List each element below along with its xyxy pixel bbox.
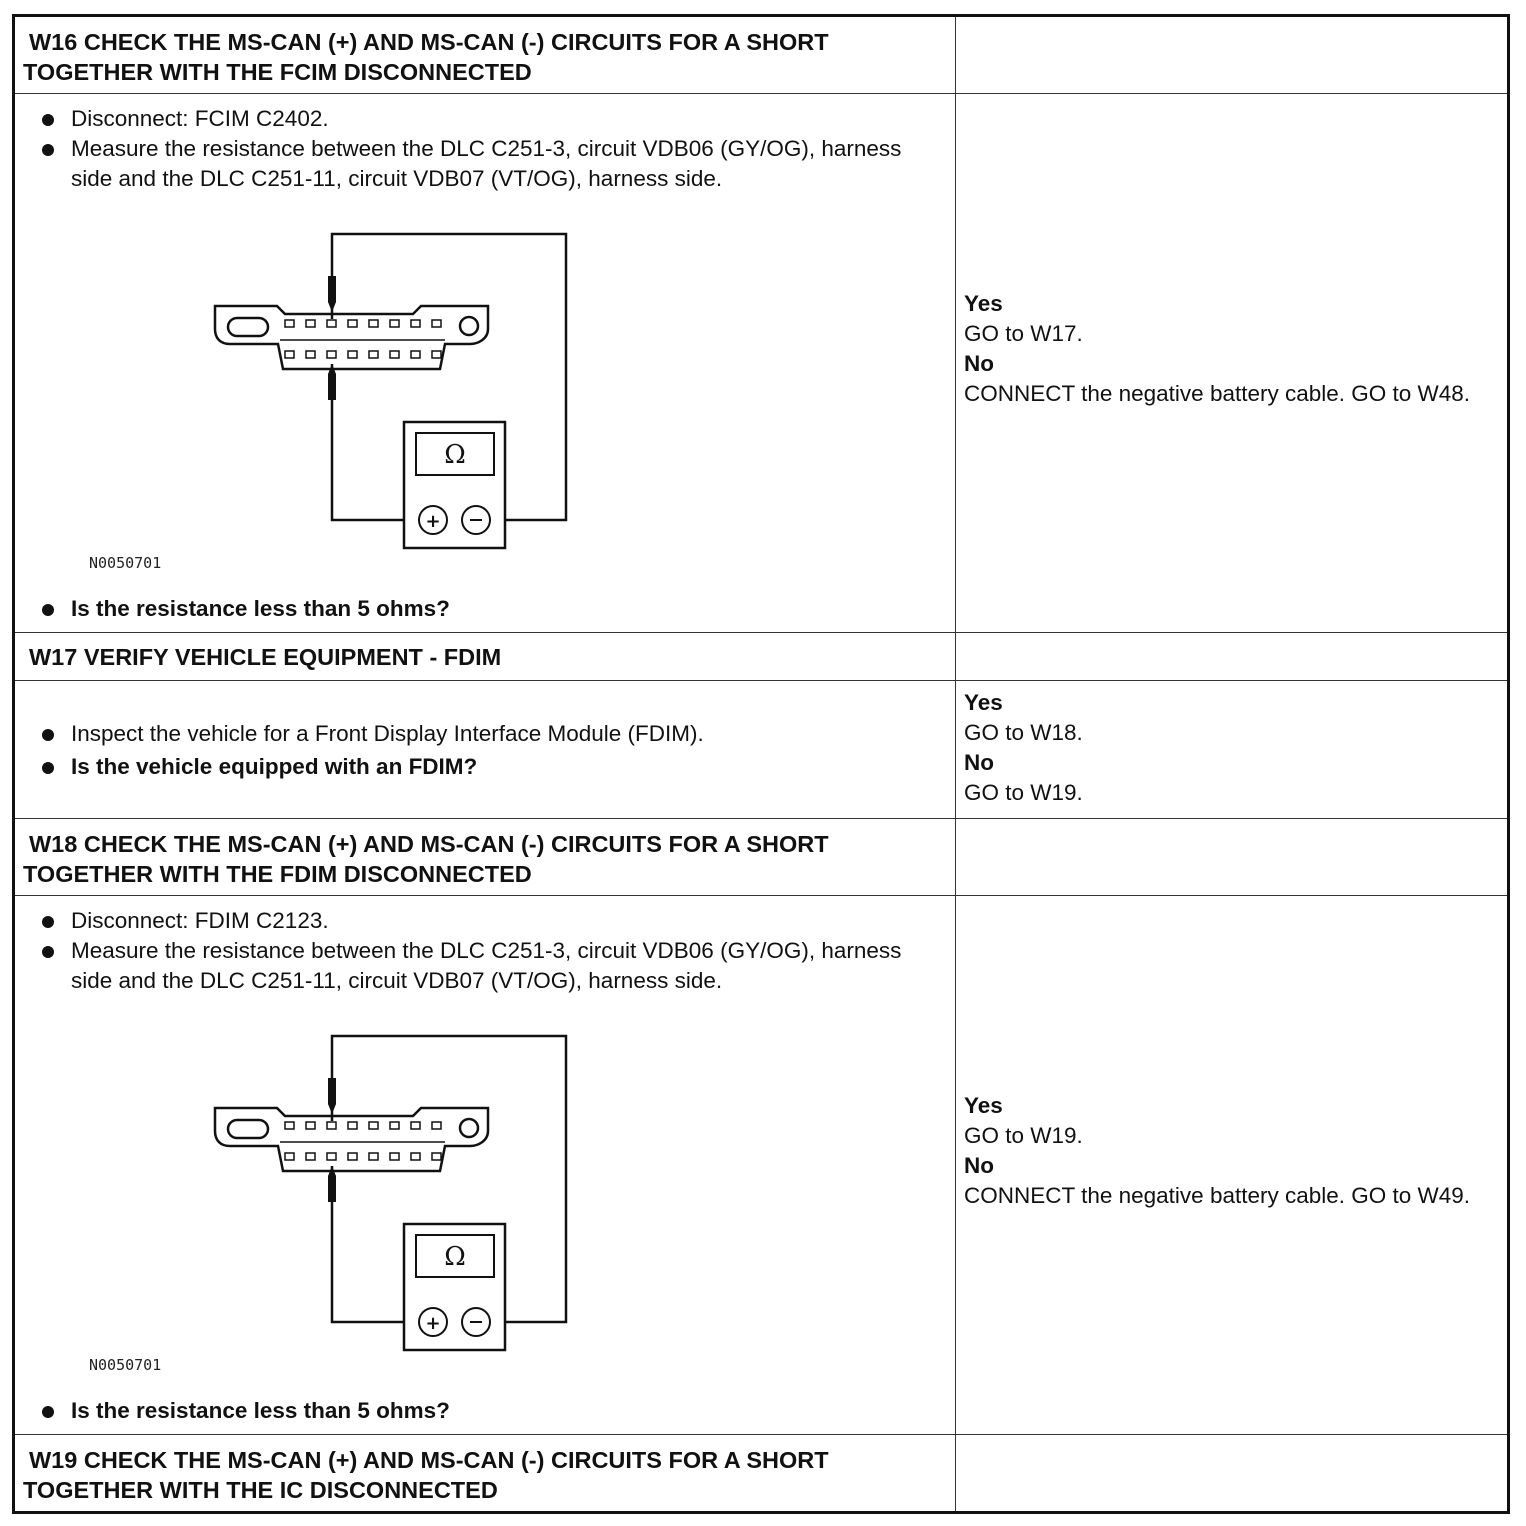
step-w17-no-text: GO to W19. [964,780,1083,805]
step-w18-no-label: No [964,1153,994,1178]
dlc-meter-diagram [15,194,957,594]
step-w18-no-text: CONNECT the negative battery cable. GO to W49. [964,1183,1471,1208]
step-w16-header-row [14,16,1509,94]
step-w17-answers [956,681,1509,819]
probe-tip-top [328,1078,336,1104]
ohm-symbol: Ω [444,440,466,470]
step-w16-bullet-1: Disconnect: FCIM C2402. [15,104,955,134]
step-w16-no-label: No [964,351,994,376]
step-w17-no-label: No [964,750,994,775]
step-w16-header-answer-cell [956,16,1509,94]
dlc-meter-diagram [15,996,957,1396]
step-w18-figure-id: N0050701 [89,1356,162,1374]
step-w17-yes-label: Yes [964,690,1003,715]
step-w17-title-text: W17 VERIFY VEHICLE EQUIPMENT - FDIM [29,644,502,670]
step-w16-figure-id: N0050701 [89,554,162,572]
connector-slot [228,318,268,336]
step-w18-bullet-1: Disconnect: FDIM C2123. [15,906,955,936]
step-w17-yes-text: GO to W18. [964,720,1083,745]
step-w16-figure [15,194,955,594]
dlc-connector [215,1108,488,1171]
step-w18-yes-text: GO to W19. [964,1123,1083,1148]
step-w19-header-answer-cell [956,1435,1509,1513]
step-w17-header-answer-cell [956,633,1509,681]
step-w16-yes-text: GO to W17. [964,321,1083,346]
plus-terminal: + [425,511,441,532]
step-w16-answers [956,94,1509,633]
step-w18-body [14,896,956,1435]
step-w17-header-row [14,633,1509,681]
connector-hole [460,317,478,335]
step-w18-yes-label: Yes [964,1093,1003,1118]
step-w18-question: Is the resistance less than 5 ohms? [15,1396,955,1426]
step-w16-yes-label: Yes [964,291,1003,316]
dlc-connector [215,306,488,369]
step-w16-no-text: CONNECT the negative battery cable. GO to W48. [964,381,1471,406]
step-w18-header-answer-cell [956,819,1509,896]
step-w17-title [14,633,956,681]
connector-slot [228,1120,268,1138]
step-w17-body [14,681,956,819]
connector-pins [280,320,445,358]
step-w17-question: Is the vehicle equipped with an FDIM? [15,752,955,782]
step-w18-figure [15,996,955,1396]
step-w16-question: Is the resistance less than 5 ohms? [15,594,955,624]
step-w16-instructions [15,94,955,194]
step-w18-answers [956,896,1509,1435]
connector-hole [460,1119,478,1137]
ohm-symbol: Ω [444,1242,466,1272]
step-w16-title-line1: W16 CHECK THE MS-CAN (+) AND MS-CAN (-) CIRCUITS FOR A SHORT [29,29,829,55]
step-w16-title-line2: TOGETHER WITH THE FCIM DISCONNECTED [23,59,532,85]
step-w18-body-row [14,896,1509,1435]
step-w16-bullet-2: Measure the resistance between the DLC C251-3, circuit VDB06 (GY/OG), harness side and the DLC C251-11, circuit VDB07 (VT/OG), harness side. [15,134,955,194]
diagnostic-table [12,14,1510,1514]
step-w19-title-line2: TOGETHER WITH THE IC DISCONNECTED [23,1477,498,1503]
step-w18-title [14,819,956,896]
step-w18-title-line1: W18 CHECK THE MS-CAN (+) AND MS-CAN (-) CIRCUITS FOR A SHORT [29,831,829,857]
plus-terminal: + [425,1313,441,1334]
step-w17-bullet-1: Inspect the vehicle for a Front Display Interface Module (FDIM). [15,719,955,749]
probe-tip-top [328,276,336,302]
step-w19-title [14,1435,956,1513]
step-w16-body-row [14,94,1509,633]
step-w16-title [14,16,956,94]
probe-tip-bottom [328,374,336,400]
connector-pins [280,1122,445,1160]
step-w18-title-line2: TOGETHER WITH THE FDIM DISCONNECTED [23,861,532,887]
probe-tip-bottom [328,1176,336,1202]
step-w16-body [14,94,956,633]
step-w18-bullet-2: Measure the resistance between the DLC C251-3, circuit VDB06 (GY/OG), harness side and the DLC C251-11, circuit VDB07 (VT/OG), harness side. [15,936,955,996]
step-w19-title-line1: W19 CHECK THE MS-CAN (+) AND MS-CAN (-) CIRCUITS FOR A SHORT [29,1447,829,1473]
step-w18-header-row [14,819,1509,896]
step-w17-body-row [14,681,1509,819]
step-w19-header-row [14,1435,1509,1513]
